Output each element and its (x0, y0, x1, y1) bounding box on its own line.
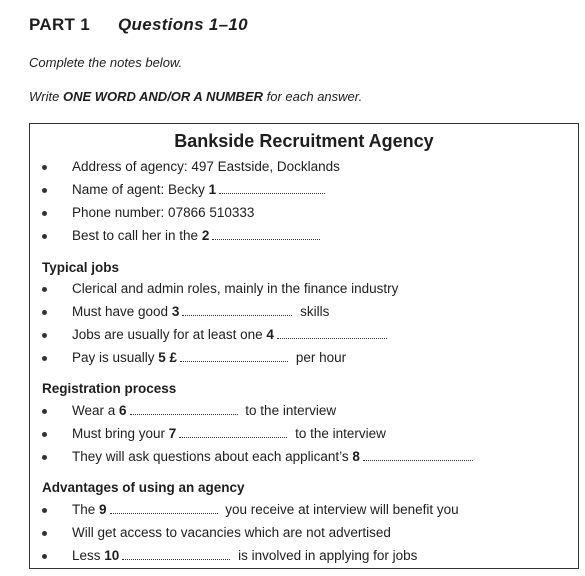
question-number: 2 (201, 228, 210, 243)
item-text: Jobs are usually for at least one (72, 327, 267, 342)
item-text: The (72, 502, 100, 517)
bullet-icon (42, 554, 47, 559)
answer-blank-4[interactable] (277, 337, 387, 339)
notes-box (29, 123, 579, 569)
bullet-icon (42, 356, 47, 361)
item-text: Less (72, 548, 105, 563)
section-heading-typical-jobs: Typical jobs (42, 260, 120, 275)
part-label: PART 1 (29, 15, 90, 34)
question-number: 4 (266, 327, 274, 342)
item-text-after: to the interview (291, 426, 386, 441)
answer-blank-9[interactable] (110, 512, 218, 514)
bullet-icon (42, 234, 47, 239)
item-text-after: per hour (292, 350, 347, 365)
item-text: Phone number: 07866 510333 (72, 205, 255, 220)
answer-blank-2[interactable] (212, 238, 320, 240)
question-number: 9 (99, 502, 107, 517)
bullet-icon (42, 432, 47, 437)
item-text: Must have good (72, 304, 172, 319)
item-text: Must bring your (72, 426, 169, 441)
bullet-icon (42, 310, 47, 315)
answer-blank-5[interactable] (180, 360, 288, 362)
answer-blank-1[interactable] (219, 192, 325, 194)
question-number: 7 (168, 426, 177, 441)
item-text-after: is involved in applying for jobs (234, 548, 418, 563)
item-text: Pay is usually (72, 350, 159, 365)
item-text: They will ask questions about each applicant’s (72, 449, 353, 464)
question-number: 1 (208, 182, 217, 197)
bullet-icon (42, 165, 47, 170)
question-number: 5 £ (158, 350, 178, 365)
question-number: 3 (171, 304, 180, 319)
item-text-after: you receive at interview will benefit you (221, 502, 459, 517)
instruction-word-limit (29, 89, 362, 104)
bullet-icon (42, 455, 47, 460)
bullet-icon (42, 333, 47, 338)
answer-blank-8[interactable] (363, 459, 473, 461)
question-number: 10 (104, 548, 120, 563)
questions-range: Questions 1–10 (118, 15, 248, 34)
question-number: 6 (119, 403, 127, 418)
notes-title: Bankside Recruitment Agency (174, 131, 434, 151)
answer-blank-3[interactable] (182, 314, 292, 316)
bullet-icon (42, 188, 47, 193)
instruction-prefix: Write (29, 89, 63, 104)
answer-blank-6[interactable] (130, 413, 238, 415)
instruction-complete: Complete the notes below. (29, 55, 183, 70)
section-heading-registration: Registration process (42, 381, 177, 396)
answer-blank-10[interactable] (122, 558, 230, 560)
item-text: Address of agency: 497 Eastside, Docklands (72, 159, 340, 174)
bullet-icon (42, 211, 47, 216)
answer-blank-7[interactable] (179, 436, 287, 438)
bullet-icon (42, 531, 47, 536)
bullet-icon (42, 508, 47, 513)
item-text: Will get access to vacancies which are not advertised (72, 525, 391, 540)
item-text: Best to call her in the (72, 228, 202, 243)
instruction-emphasis: ONE WORD AND/OR A NUMBER (62, 89, 263, 104)
item-text: Name of agent: Becky (72, 182, 209, 197)
question-number: 8 (352, 449, 360, 464)
bullet-icon (42, 287, 47, 292)
bullet-icon (42, 409, 47, 414)
item-text-after: skills (296, 304, 330, 319)
item-text-after: to the interview (241, 403, 337, 418)
item-text: Clerical and admin roles, mainly in the finance industry (72, 281, 399, 296)
item-text: Wear a (72, 403, 120, 418)
part-header (29, 15, 248, 35)
instruction-suffix: for each answer. (263, 89, 363, 104)
section-heading-advantages: Advantages of using an agency (42, 480, 245, 495)
